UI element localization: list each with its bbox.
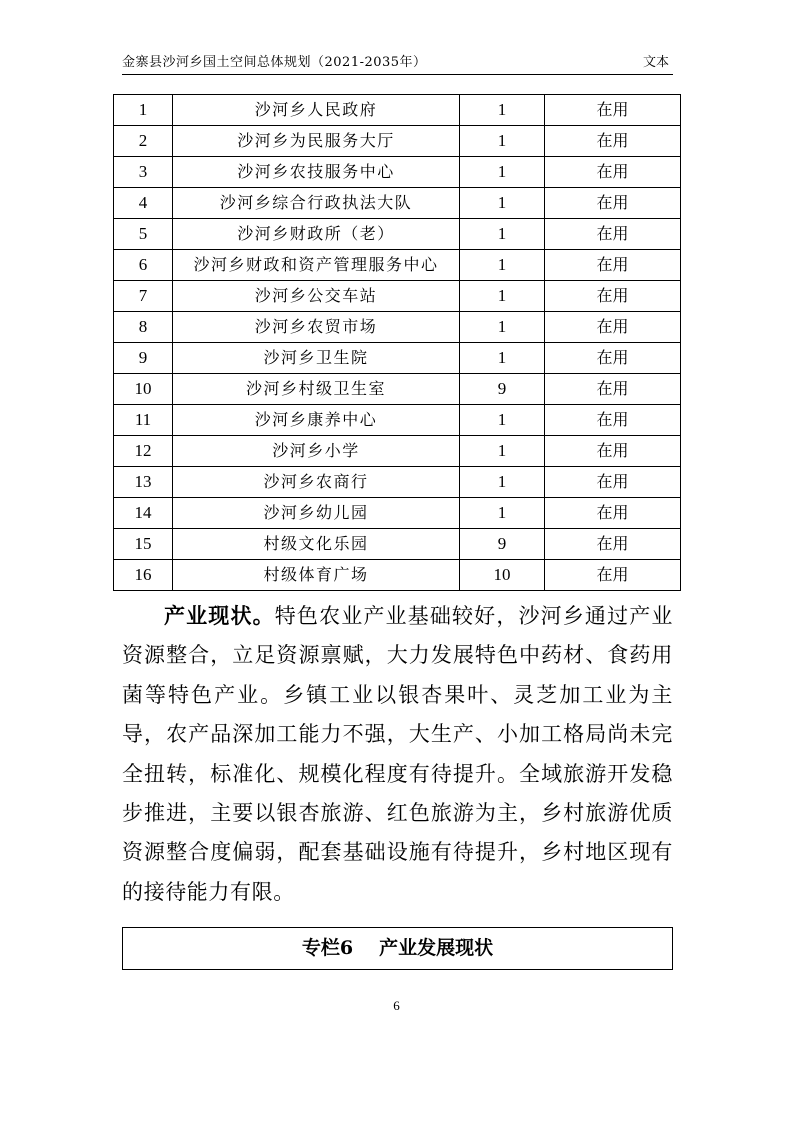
- row-number-cell: 14: [114, 498, 173, 529]
- column-box-label: 专栏6: [301, 937, 354, 959]
- table-row: [114, 405, 681, 436]
- status-cell: 在用: [545, 126, 681, 157]
- table-row: [114, 250, 681, 281]
- status-cell: 在用: [545, 467, 681, 498]
- count-cell: 9: [460, 529, 545, 560]
- facility-name-cell: 沙河乡农技服务中心: [173, 157, 460, 188]
- facility-table: [113, 94, 681, 591]
- facility-name-cell: 沙河乡综合行政执法大队: [173, 188, 460, 219]
- page-header: [122, 54, 673, 75]
- count-cell: 1: [460, 219, 545, 250]
- table-row: [114, 157, 681, 188]
- count-cell: 1: [460, 436, 545, 467]
- count-cell: 1: [460, 95, 545, 126]
- table-row: [114, 281, 681, 312]
- page-number: 6: [393, 998, 400, 1013]
- count-cell: 1: [460, 405, 545, 436]
- table-row: [114, 312, 681, 343]
- row-number-cell: 16: [114, 560, 173, 591]
- facility-table-body: [114, 95, 681, 591]
- row-number-cell: 11: [114, 405, 173, 436]
- facility-name-cell: 沙河乡农贸市场: [173, 312, 460, 343]
- count-cell: 9: [460, 374, 545, 405]
- count-cell: 1: [460, 498, 545, 529]
- status-cell: 在用: [545, 157, 681, 188]
- facility-name-cell: 沙河乡卫生院: [173, 343, 460, 374]
- facility-name-cell: 村级体育广场: [173, 560, 460, 591]
- paragraph-text: 特色农业产业基础较好，沙河乡通过产业资源整合，立足资源禀赋，大力发展特色中药材、食药用菌等特色产业。乡镇工业以银杏果叶、灵芝加工业为主导，农产品深加工能力不强，大生产、小加工格局尚未完全扭转，标准化、规模化程度有待提升。全域旅游开发稳步推进，主要以银杏旅游、红色旅游为主，乡村旅游优质资源整合度偏弱，配套基础设施有待提升，乡村地区现有的接待能力有限。: [122, 604, 673, 904]
- status-cell: 在用: [545, 343, 681, 374]
- row-number-cell: 9: [114, 343, 173, 374]
- count-cell: 1: [460, 188, 545, 219]
- row-number-cell: 2: [114, 126, 173, 157]
- table-row: [114, 529, 681, 560]
- facility-name-cell: 沙河乡小学: [173, 436, 460, 467]
- status-cell: 在用: [545, 250, 681, 281]
- table-row: [114, 343, 681, 374]
- status-cell: 在用: [545, 281, 681, 312]
- facility-name-cell: 沙河乡幼儿园: [173, 498, 460, 529]
- count-cell: 1: [460, 343, 545, 374]
- count-cell: 1: [460, 157, 545, 188]
- count-cell: 1: [460, 467, 545, 498]
- column-box-title: 产业发展现状: [379, 937, 494, 959]
- table-row: [114, 467, 681, 498]
- count-cell: 1: [460, 126, 545, 157]
- facility-name-cell: 沙河乡财政和资产管理服务中心: [173, 250, 460, 281]
- row-number-cell: 10: [114, 374, 173, 405]
- status-cell: 在用: [545, 498, 681, 529]
- status-cell: 在用: [545, 95, 681, 126]
- row-number-cell: 3: [114, 157, 173, 188]
- table-row: [114, 436, 681, 467]
- row-number-cell: 4: [114, 188, 173, 219]
- facility-name-cell: 沙河乡村级卫生室: [173, 374, 460, 405]
- status-cell: 在用: [545, 374, 681, 405]
- industry-status-paragraph: [122, 596, 673, 912]
- status-cell: 在用: [545, 436, 681, 467]
- row-number-cell: 7: [114, 281, 173, 312]
- section-label: 文本: [642, 55, 669, 70]
- table-row: [114, 374, 681, 405]
- row-number-cell: 1: [114, 95, 173, 126]
- paragraph-lead: 产业现状。: [164, 603, 275, 628]
- row-number-cell: 13: [114, 467, 173, 498]
- row-number-cell: 6: [114, 250, 173, 281]
- facility-name-cell: 沙河乡人民政府: [173, 95, 460, 126]
- row-number-cell: 8: [114, 312, 173, 343]
- facility-name-cell: 沙河乡康养中心: [173, 405, 460, 436]
- facility-name-cell: 沙河乡公交车站: [173, 281, 460, 312]
- column-box-heading: [122, 927, 673, 970]
- count-cell: 1: [460, 281, 545, 312]
- status-cell: 在用: [545, 405, 681, 436]
- table-row: [114, 219, 681, 250]
- table-row: [114, 95, 681, 126]
- facility-name-cell: 沙河乡为民服务大厅: [173, 126, 460, 157]
- status-cell: 在用: [545, 312, 681, 343]
- count-cell: 1: [460, 312, 545, 343]
- status-cell: 在用: [545, 560, 681, 591]
- table-row: [114, 498, 681, 529]
- facility-name-cell: 沙河乡财政所（老）: [173, 219, 460, 250]
- status-cell: 在用: [545, 188, 681, 219]
- status-cell: 在用: [545, 529, 681, 560]
- facility-name-cell: 村级文化乐园: [173, 529, 460, 560]
- table-row: [114, 188, 681, 219]
- status-cell: 在用: [545, 219, 681, 250]
- count-cell: 10: [460, 560, 545, 591]
- row-number-cell: 5: [114, 219, 173, 250]
- document-title: 金寨县沙河乡国土空间总体规划（2021-2035年）: [122, 55, 427, 70]
- table-row: [114, 126, 681, 157]
- row-number-cell: 12: [114, 436, 173, 467]
- facility-name-cell: 沙河乡农商行: [173, 467, 460, 498]
- table-row: [114, 560, 681, 591]
- row-number-cell: 15: [114, 529, 173, 560]
- count-cell: 1: [460, 250, 545, 281]
